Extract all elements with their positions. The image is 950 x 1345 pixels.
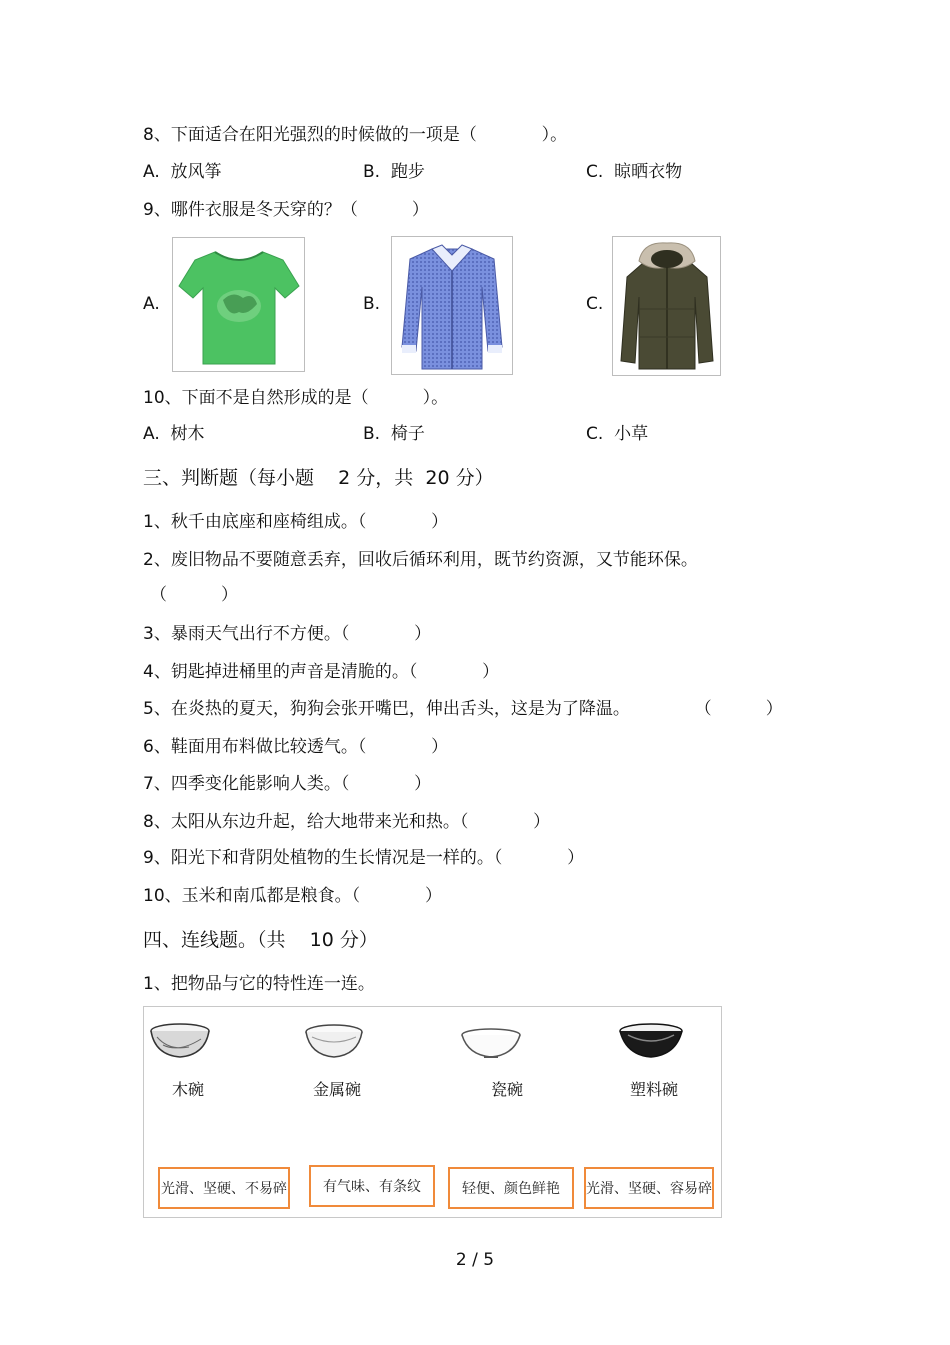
winter-jacket-icon — [613, 237, 720, 375]
plastic-bowl-icon — [618, 1021, 684, 1061]
judge-item-5: 5、在炎热的夏天，狗狗会张开嘴巴，伸出舌头，这是为了降温。 （ ） — [143, 699, 783, 719]
question-8-stem: 8、下面适合在阳光强烈的时候做的一项是（ ）。 — [143, 125, 568, 145]
matching-question-1: 1、把物品与它的特性连一连。 — [143, 974, 375, 994]
question-8-option-a: A. 放风筝 — [143, 162, 222, 182]
question-10-stem: 10、下面不是自然形成的是（ ）。 — [143, 388, 449, 408]
judge-item-8: 8、太阳从东边升起，给大地带来光和热。（ ） — [143, 812, 551, 832]
porcelain-bowl-icon — [460, 1027, 522, 1061]
question-10-option-c: C. 小草 — [586, 424, 649, 444]
judge-item-9: 9、阳光下和背阴处植物的生长情况是一样的。（ ） — [143, 848, 585, 868]
bowl-label-porcelain: 瓷碗 — [491, 1080, 524, 1099]
section-4-title: 四、连线题。（共 10 分） — [143, 929, 378, 951]
question-9-option-b: B. — [363, 294, 381, 314]
property-box-3[interactable]: 轻便、颜色鲜艳 — [448, 1167, 574, 1209]
blue-shirt-icon — [392, 237, 512, 374]
judge-item-1: 1、秋千由底座和座椅组成。（ ） — [143, 512, 449, 532]
question-9-option-a: A. — [143, 294, 160, 314]
metal-bowl-icon — [304, 1023, 364, 1061]
green-tshirt-icon — [173, 238, 304, 371]
wooden-bowl-icon — [149, 1021, 211, 1061]
question-8-option-b: B. 跑步 — [363, 162, 425, 182]
matching-panel — [143, 1006, 722, 1218]
question-9-stem: 9、哪件衣服是冬天穿的？（ ） — [143, 200, 429, 220]
winter-jacket-image — [612, 236, 721, 376]
judge-item-10: 10、玉米和南瓜都是粮食。（ ） — [143, 886, 442, 906]
judge-item-3: 3、暴雨天气出行不方便。（ ） — [143, 624, 432, 644]
question-10-option-b: B. 椅子 — [363, 424, 425, 444]
question-8-option-c: C. 晾晒衣物 — [586, 162, 683, 182]
green-tshirt-image — [172, 237, 305, 372]
section-3-title: 三、判断题（每小题 2 分，共 20 分） — [143, 467, 494, 489]
bowl-label-plastic: 塑料碗 — [630, 1080, 679, 1099]
judge-item-7: 7、四季变化能影响人类。（ ） — [143, 774, 432, 794]
property-box-2[interactable]: 有气味、有条纹 — [309, 1165, 435, 1207]
bowl-label-metal: 金属碗 — [313, 1080, 362, 1099]
property-box-1[interactable]: 光滑、坚硬、不易碎 — [158, 1167, 290, 1209]
judge-item-2: 2、废旧物品不要随意丢弃，回收后循环利用，既节约资源，又节能环保。 — [143, 550, 698, 570]
judge-item-6: 6、鞋面用布料做比较透气。（ ） — [143, 737, 449, 757]
judge-item-2-blank: （ ） — [150, 585, 239, 605]
property-box-4[interactable]: 光滑、坚硬、容易碎 — [584, 1167, 714, 1209]
judge-item-4: 4、钥匙掉进桶里的声音是清脆的。（ ） — [143, 662, 500, 682]
question-10-option-a: A. 树木 — [143, 424, 205, 444]
question-9-option-c: C. — [586, 294, 604, 314]
page-number: 2 / 5 — [455, 1250, 495, 1270]
bowl-label-wood: 木碗 — [172, 1080, 205, 1099]
blue-shirt-image — [391, 236, 513, 375]
